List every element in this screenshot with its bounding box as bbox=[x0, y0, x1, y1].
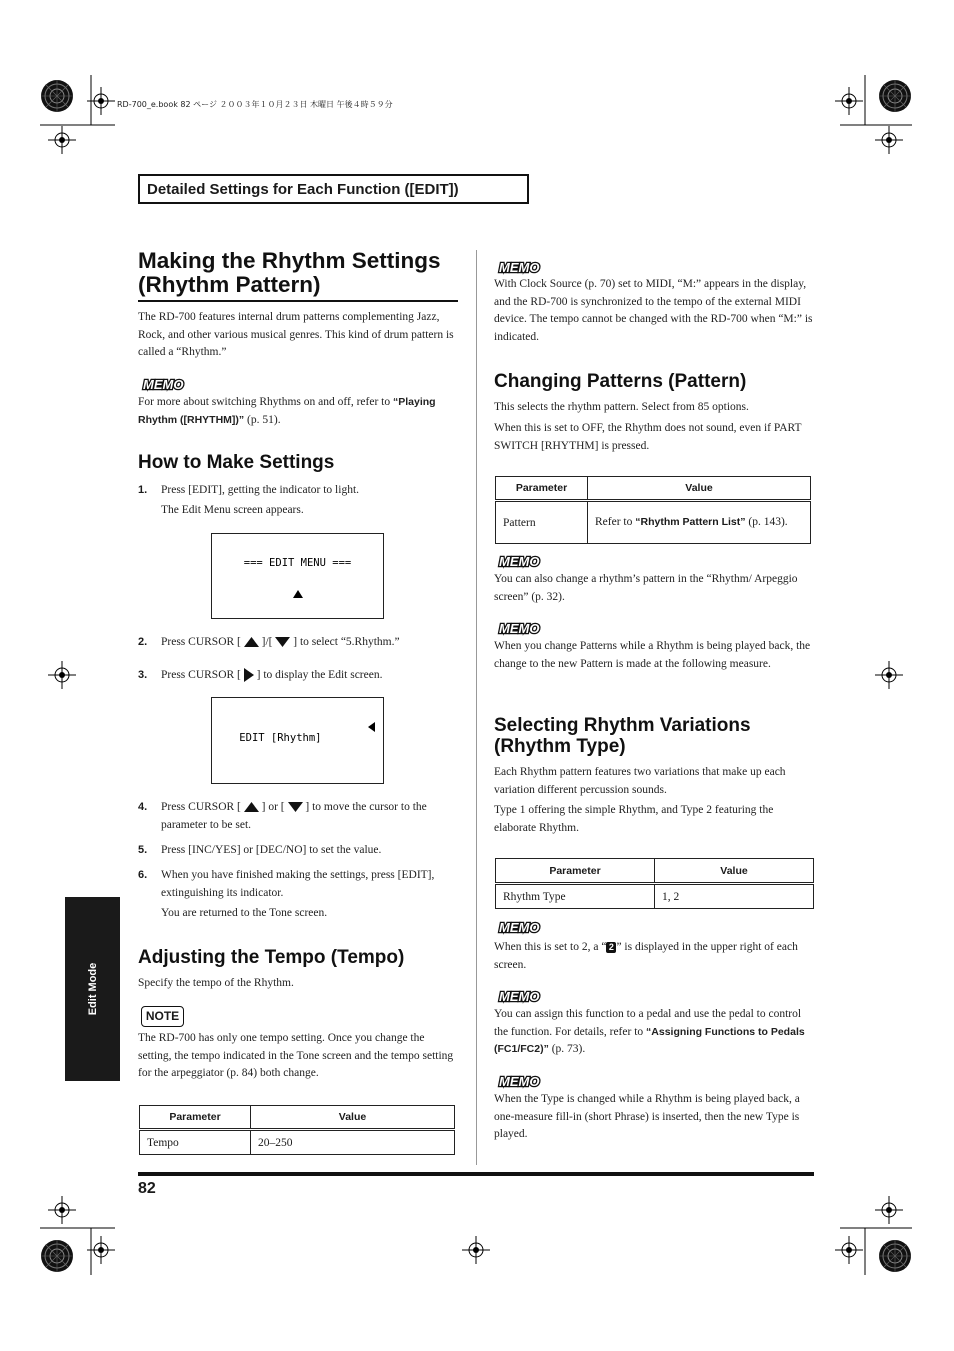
table-header: Parameter bbox=[496, 477, 588, 501]
table-header: Value bbox=[655, 859, 814, 884]
step-number: 1. bbox=[138, 484, 148, 496]
lcd-title: === EDIT MENU === bbox=[243, 557, 352, 569]
note-badge bbox=[141, 1006, 184, 1027]
step-number: 5. bbox=[138, 844, 148, 856]
memo-icon bbox=[497, 1071, 541, 1091]
note-text: The RD-700 has only one tempo setting. Once you change the setting, the tempo indicated in the Tone screen and the tempo setting for the arpeggiator (p. 84) both change. bbox=[138, 1032, 454, 1079]
section-banner-label: Detailed Settings for Each Function ([EDIT]) bbox=[147, 181, 459, 198]
section-banner bbox=[138, 174, 529, 204]
title-rule bbox=[138, 300, 458, 302]
assigning-pedals-ref: “Assigning Functions to Pedals (FC1/FC2)” bbox=[494, 1025, 805, 1055]
memo-icon bbox=[497, 986, 541, 1006]
triangle-up-icon bbox=[244, 637, 259, 647]
lcd-edit-menu bbox=[211, 533, 384, 619]
svg-text:MEMO: MEMO bbox=[143, 377, 184, 392]
memo-fill-in: When the Type is changed while a Rhythm is being played back, a one-measure fill-in (short Phrase) is inserted, then the new Type is played. bbox=[494, 1093, 800, 1140]
heading-how-to-make-settings: How to Make Settings bbox=[138, 452, 335, 473]
note-label: NOTE bbox=[145, 1009, 180, 1023]
svg-text:MEMO: MEMO bbox=[499, 920, 540, 935]
table-cell: 1, 2 bbox=[655, 884, 814, 909]
triangle-up-icon bbox=[244, 802, 259, 812]
rhythm-pattern-list-ref: “Rhythm Pattern List” bbox=[635, 516, 746, 528]
side-tab bbox=[65, 897, 120, 1081]
step-text: Press [EDIT], getting the indicator to light. bbox=[161, 484, 360, 496]
table-row bbox=[140, 1130, 455, 1155]
rhythm-type-table bbox=[495, 858, 814, 909]
svg-text:MEMO: MEMO bbox=[499, 554, 540, 569]
table-header: Value bbox=[251, 1106, 455, 1130]
page-number: 82 bbox=[138, 1180, 156, 1197]
table-header: Value bbox=[588, 477, 811, 501]
step-number: 3. bbox=[138, 669, 148, 681]
table-cell: Rhythm Type bbox=[496, 884, 655, 909]
intro-paragraph: The RD-700 features internal drum patterns complementing Jazz, Rock, and other various musical genres. This kind of drum pattern is called a “Rhythm.” bbox=[138, 311, 454, 358]
table-row bbox=[496, 884, 814, 909]
memo-pattern-screen: You can also change a rhythm’s pattern in the “Rhythm/ Arpeggio screen” (p. 32). bbox=[494, 573, 798, 603]
step-number: 4. bbox=[138, 801, 148, 813]
step-subtext: You are returned to the Tone screen. bbox=[161, 907, 328, 919]
table-header: Parameter bbox=[496, 859, 655, 884]
triangle-down-icon bbox=[275, 637, 290, 647]
pattern-table bbox=[495, 476, 811, 544]
svg-text:MEMO: MEMO bbox=[499, 989, 540, 1004]
pattern-paragraph-1: This selects the rhythm pattern. Select from 85 options. bbox=[494, 401, 749, 413]
triangle-down-icon bbox=[288, 802, 303, 812]
type-2-indicator-icon: 2 bbox=[606, 942, 616, 953]
side-tab-label: Edit Mode bbox=[86, 962, 99, 1016]
step-text: Press CURSOR [ ] or [ ] to move the cursor to the parameter to be set. bbox=[161, 801, 427, 831]
step-number: 6. bbox=[138, 869, 148, 881]
tempo-table bbox=[139, 1105, 455, 1155]
pattern-paragraph-2: When this is set to OFF, the Rhythm does not sound, even if PART SWITCH [RHYTHM] is pressed. bbox=[494, 422, 802, 452]
svg-text:MEMO: MEMO bbox=[499, 260, 540, 275]
table-cell: Refer to “Rhythm Pattern List” (p. 143). bbox=[588, 501, 811, 544]
step-subtext: The Edit Menu screen appears. bbox=[161, 504, 304, 516]
step-text: Press CURSOR [ ] to display the Edit screen. bbox=[161, 669, 383, 681]
table-header-row bbox=[496, 859, 814, 884]
memo-rhythm-switch: For more about switching Rhythms on and off, refer to “Playing Rhythm ([RHYTHM])” (p. 51). bbox=[138, 396, 436, 426]
step-text: When you have finished making the settings, press [EDIT], extinguishing its indicator. bbox=[161, 869, 435, 899]
lcd-edit-rhythm bbox=[211, 697, 384, 784]
svg-text:MEMO: MEMO bbox=[499, 1074, 540, 1089]
tempo-intro: Specify the tempo of the Rhythm. bbox=[138, 977, 294, 989]
heading-changing-patterns: Changing Patterns (Pattern) bbox=[494, 371, 747, 392]
table-cell: 20–250 bbox=[251, 1130, 455, 1155]
memo-clock-source: With Clock Source (p. 70) set to MIDI, “M:” appears in the display, and the RD-700 is synchronized to the tempo of the external MIDI device. The tempo cannot be changed with the RD-700 when “M:” is indicated. bbox=[494, 278, 813, 343]
memo-pattern-change: When you change Patterns while a Rhythm is being played back, the change to the new Pattern is made at the following measure. bbox=[494, 640, 811, 670]
memo-pedal-assign: You can assign this function to a pedal and use the pedal to control the function. For details, refer to “Assigning Functions to Pedals (FC1/FC2)” (p. 73). bbox=[494, 1008, 805, 1055]
memo-icon bbox=[141, 374, 185, 394]
heading-rhythm-type: Selecting Rhythm Variations (Rhythm Type) bbox=[494, 715, 751, 757]
memo-icon bbox=[497, 551, 541, 571]
table-header: Parameter bbox=[140, 1106, 251, 1130]
lcd-up-arrow bbox=[214, 590, 381, 598]
table-cell: Pattern bbox=[496, 501, 588, 544]
memo-icon bbox=[497, 257, 541, 277]
memo-icon bbox=[497, 618, 541, 638]
triangle-right-icon bbox=[244, 668, 254, 682]
heading-adjusting-tempo: Adjusting the Tempo (Tempo) bbox=[138, 947, 405, 968]
table-header-row bbox=[496, 477, 811, 501]
footer-rule bbox=[138, 1172, 814, 1176]
memo-icon bbox=[497, 917, 541, 937]
lcd-param-tempo bbox=[214, 780, 381, 785]
lcd-menu-item-selected bbox=[214, 619, 383, 620]
type-paragraph-1: Each Rhythm pattern features two variations that make up each variation different percussion sounds. bbox=[494, 766, 786, 796]
type-paragraph-2: Type 1 offering the simple Rhythm, and Type 2 featuring the elaborate Rhythm. bbox=[494, 804, 774, 834]
step-text: Press [INC/YES] or [DEC/NO] to set the value. bbox=[161, 844, 382, 856]
lcd-title: EDIT [Rhythm] bbox=[214, 722, 381, 733]
table-cell: Tempo bbox=[140, 1130, 251, 1155]
step-number: 2. bbox=[138, 636, 148, 648]
table-row bbox=[496, 501, 811, 544]
table-header-row bbox=[140, 1106, 455, 1130]
file-info: RD-700_e.book 82 ページ ２００３年１０月２３日 木曜日 午後４時５９分 bbox=[117, 100, 393, 109]
memo-type-indicator: When this is set to 2, a “ 2 ” is displayed in the upper right of each screen. bbox=[494, 941, 798, 971]
step-text: Press CURSOR [ ]/[ ] to select “5.Rhythm.” bbox=[161, 636, 400, 648]
svg-text:MEMO: MEMO bbox=[499, 621, 540, 636]
page-title: Making the Rhythm Settings (Rhythm Pattern) bbox=[138, 248, 441, 297]
memo-rhythm-switch-ref: “Playing Rhythm ([RHYTHM])” bbox=[138, 396, 436, 426]
column-divider bbox=[476, 250, 477, 1165]
